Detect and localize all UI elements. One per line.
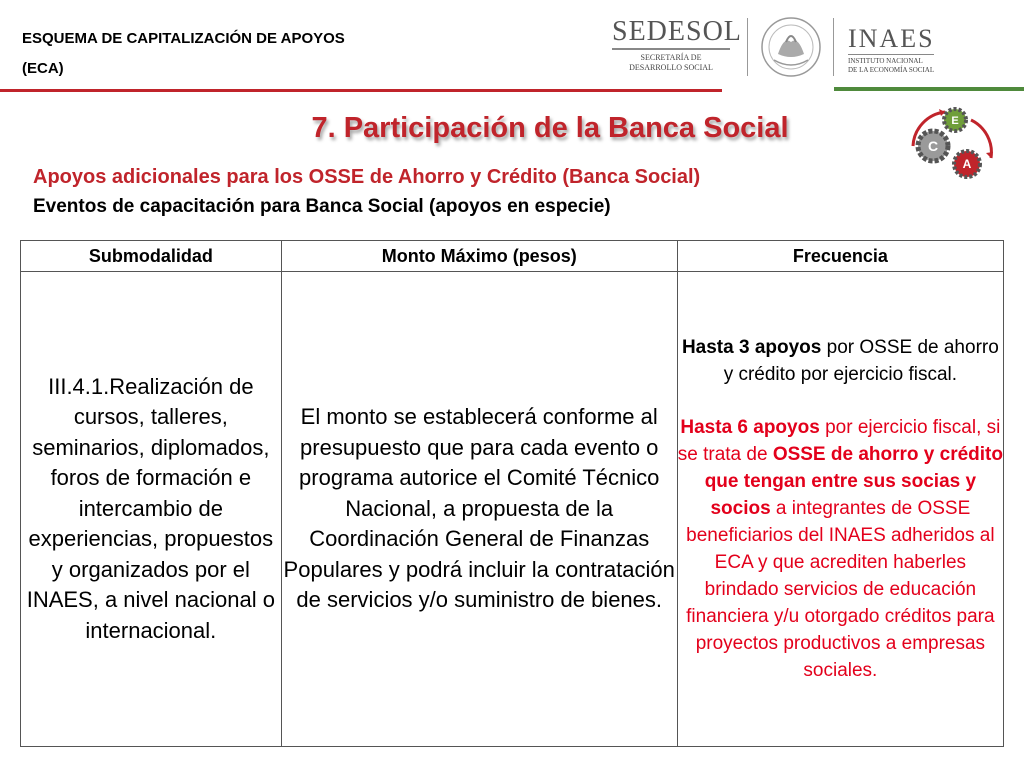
gear-a: [954, 151, 980, 177]
header-submodalidad: Submodalidad: [21, 241, 282, 272]
sedesol-logo: [612, 16, 742, 73]
header-rule-green: [834, 87, 1024, 91]
header-monto: Monto Máximo (pesos): [281, 241, 677, 272]
gear-c-letter: C: [927, 138, 939, 154]
subtitle-banca-social: Apoyos adicionales para los OSSE de Ahorro y Crédito (Banca Social): [33, 166, 701, 188]
frecuencia-2-text-1: por ejercicio fiscal, si se trata de: [677, 417, 1001, 465]
header-title-line2: (ECA): [22, 60, 64, 77]
gear-a-letter: A: [962, 157, 972, 171]
header-divider: [747, 18, 748, 76]
sedesol-logo-sub2: DESARROLLO SOCIAL: [629, 63, 713, 72]
header-title-line1: ESQUEMA DE CAPITALIZACIÓN DE APOYOS: [22, 30, 345, 47]
inaes-logo: [848, 26, 948, 75]
inaes-logo-rule: [848, 54, 934, 55]
table-header-row: [21, 241, 1004, 272]
frecuencia-paragraph-2: [678, 414, 1003, 684]
subtitle-capacitacion: Eventos de capacitación para Banca Social (apoyos en especie): [33, 196, 611, 217]
frecuencia-2-bold-2: OSSE de ahorro y crédito que tengan entre sus socias y socios: [704, 444, 1003, 519]
sedesol-logo-rule: [612, 48, 730, 50]
gear-e-letter: E: [951, 115, 959, 127]
gears-eca-icon: [905, 106, 1001, 192]
inaes-logo-name: INAES: [848, 24, 935, 53]
header-rule-red: [0, 89, 722, 92]
frecuencia-paragraph-1: [678, 334, 1003, 388]
sedesol-logo-name: SEDESOL: [612, 16, 742, 47]
header-frecuencia: Frecuencia: [677, 241, 1003, 272]
frecuencia-2-text-2: a integrantes de OSSE beneficiarios del INAES adheridos al ECA y que acrediten haberles brindado servicios de educación financiera y/u otorgado créditos para proyectos productivos a empresas sociales.: [686, 498, 995, 681]
header-title: [22, 24, 345, 84]
apoyos-table: [20, 240, 1004, 747]
cell-monto: El monto se establecerá conforme al presupuesto que para cada evento o programa autorice el Comité Técnico Nacional, a propuesta de la Coordinación General de Finanzas Populares y podrá incluir la contratación de servicios y/o suministro de bienes.: [281, 272, 677, 747]
header-divider: [833, 18, 834, 76]
gear-c: [918, 131, 948, 161]
sedesol-logo-sub1: SECRETARÍA DE: [640, 53, 702, 62]
frecuencia-2-bold-1: Hasta 6 apoyos: [680, 417, 820, 438]
inaes-logo-sub2: DE LA ECONOMÍA SOCIAL: [848, 66, 935, 74]
inaes-logo-sub1: INSTITUTO NACIONAL: [848, 57, 923, 65]
cell-submodalidad: III.4.1.Realización de cursos, talleres, seminarios, diplomados, foros de formación e intercambio de experiencias, propuestos y organizados por el INAES, a nivel nacional o internacional.: [21, 272, 282, 747]
national-seal-icon: [760, 16, 822, 78]
slide-title: 7. Participación de la Banca Social: [311, 112, 789, 144]
frecuencia-1-bold: Hasta 3 apoyos: [681, 337, 822, 358]
frecuencia-1-text: por OSSE de ahorro y crédito por ejercicio fiscal.: [723, 337, 999, 385]
cell-frecuencia: [677, 272, 1003, 747]
table-row: [21, 272, 1004, 747]
gear-e: [944, 109, 966, 131]
